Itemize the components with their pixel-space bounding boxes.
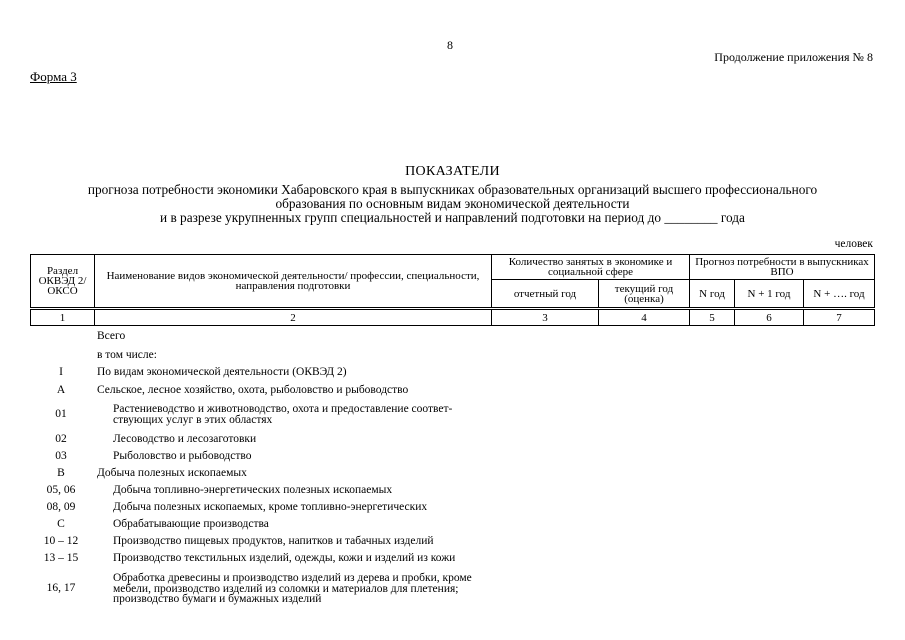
- column-number: 1: [31, 309, 95, 326]
- header-section-code: Раздел ОКВЭД 2/ ОКСО: [31, 255, 95, 309]
- subtitle-line: образования по основным видам экономической деятельности: [275, 196, 630, 212]
- table-row: [30, 519, 874, 536]
- row-code: 10 – 12: [43, 535, 79, 547]
- row-name: Сельское, лесное хозяйство, охота, рыболовство и рыбоводство: [97, 384, 409, 396]
- table-row: [30, 502, 874, 519]
- row-code: 01: [55, 408, 67, 420]
- unit-label: человек: [834, 238, 873, 250]
- column-number: 7: [804, 309, 875, 326]
- row-name: Всего: [97, 330, 126, 342]
- row-code: I: [59, 366, 63, 378]
- header-forecast: Прогноз потребности в выпускниках ВПО: [690, 255, 875, 280]
- page-number: 8: [447, 38, 453, 52]
- table-row: [30, 404, 874, 434]
- table-row: [30, 485, 874, 502]
- row-code: 05, 06: [46, 484, 76, 496]
- row-code: 08, 09: [46, 501, 76, 513]
- header-forecast-nplus: N + …. год: [804, 280, 875, 309]
- table-row: [30, 573, 874, 609]
- form-label: Форма 3: [30, 69, 77, 84]
- row-name: в том числе:: [97, 349, 157, 361]
- row-code: 13 – 15: [43, 552, 79, 564]
- row-code: 16, 17: [46, 582, 76, 594]
- row-code: C: [57, 518, 65, 530]
- table-row: [30, 367, 874, 385]
- table-row: [30, 451, 874, 468]
- table-row: [30, 468, 874, 485]
- subtitle-line: и в разрезе укрупненных групп специальностей и направлений подготовки на период до ________ года: [160, 210, 745, 226]
- row-name: Обработка древесины и производство изделий из дерева и пробки, кроме мебели, производство изделий из соломки и материалов для плетения; производство бумаги и бумажных изделий: [113, 572, 472, 605]
- row-name: Лесоводство и лесозаготовки: [113, 433, 257, 445]
- indicators-list: [30, 331, 874, 606]
- indicators-table-header: [30, 254, 875, 326]
- row-name: Растениеводство и животноводство, охота и предоставление соответ- ствующих услуг в этих областях: [113, 403, 453, 426]
- column-number: 5: [690, 309, 735, 326]
- document-subtitle: [20, 183, 885, 226]
- header-employed: Количество занятых в экономике и социальной сфере: [492, 255, 690, 280]
- header-activity-name: Наименование видов экономической деятельности/ профессии, специальности, направления подготовки: [95, 255, 492, 309]
- table-row: [30, 385, 874, 404]
- column-number: 6: [735, 309, 804, 326]
- header-employed-reported: отчетный год: [492, 280, 599, 309]
- row-name: Производство пищевых продуктов, напитков и табачных изделий: [113, 535, 434, 547]
- row-name: По видам экономической деятельности (ОКВЭД 2): [97, 366, 347, 378]
- table-row: [30, 331, 874, 350]
- continuation-note: Продолжение приложения № 8: [714, 50, 873, 64]
- header-forecast-n1: N + 1 год: [735, 280, 804, 309]
- table-row: [30, 434, 874, 451]
- row-name: Производство текстильных изделий, одежды, кожи и изделий из кожи: [113, 552, 456, 564]
- table-row: [30, 553, 874, 570]
- subtitle-line: прогноза потребности экономики Хабаровского края в выпускниках образовательных организаций высшего профессионального: [87, 182, 818, 197]
- row-code: 03: [55, 450, 67, 462]
- column-number: 4: [599, 309, 690, 326]
- row-name: Рыболовство и рыбоводство: [113, 450, 252, 462]
- row-code: 02: [55, 433, 67, 445]
- table-row: [30, 350, 874, 367]
- row-name: Добыча топливно-энергетических полезных ископаемых: [113, 484, 393, 496]
- header-forecast-n: N год: [690, 280, 735, 309]
- table-row: [30, 536, 874, 553]
- column-number: 3: [492, 309, 599, 326]
- column-number: 2: [95, 309, 492, 326]
- document-title: ПОКАЗАТЕЛИ: [405, 164, 500, 179]
- row-code: B: [57, 467, 65, 479]
- row-name: Обрабатывающие производства: [113, 518, 269, 530]
- row-code: A: [56, 384, 66, 396]
- row-name: Добыча полезных ископаемых, кроме топливно-энергетических: [113, 501, 428, 513]
- row-name: Добыча полезных ископаемых: [97, 467, 247, 479]
- header-employed-current: текущий год (оценка): [599, 280, 690, 309]
